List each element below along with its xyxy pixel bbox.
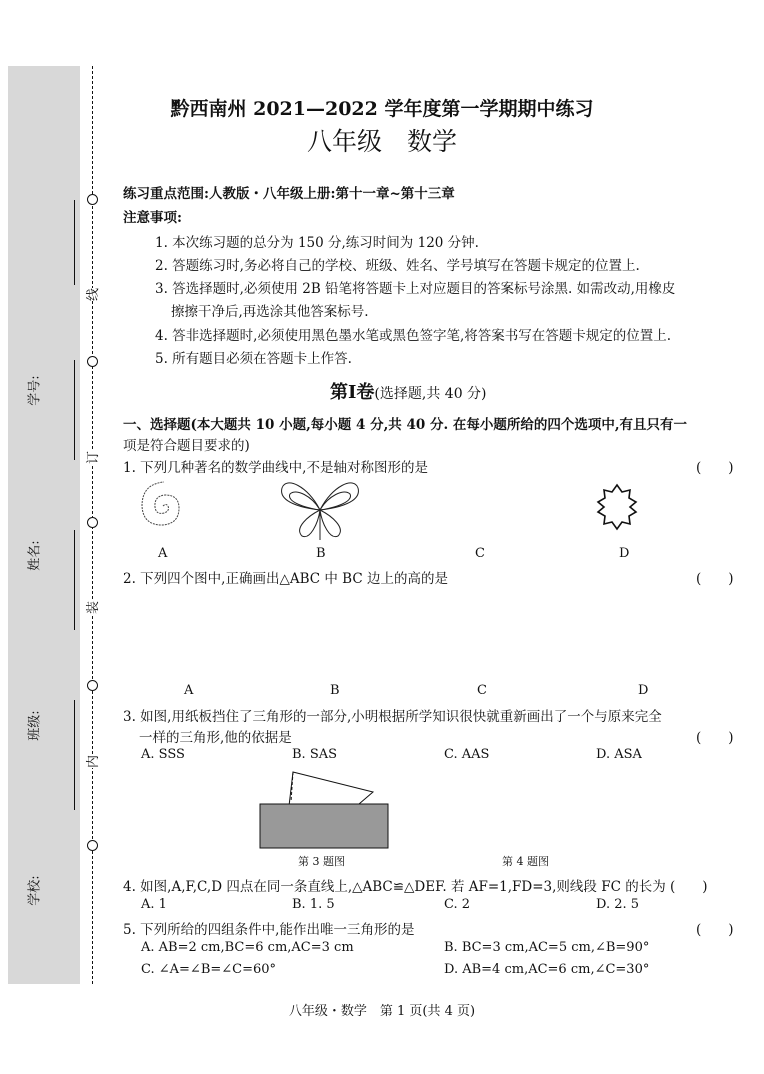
q2-label-a: A xyxy=(184,683,194,698)
q4-text: 4. 如图,A,F,C,D 四点在同一条直线上,△ABC≌△DEF. 若 AF=1,FD=3,则线段 FC 的长为 ( ) xyxy=(123,879,708,895)
notes-title: 注意事项: xyxy=(123,210,182,226)
q5-option-a: A. AB=2 cm,BC=6 cm,AC=3 cm xyxy=(141,940,354,955)
note-3: 3. 答选择题时,必须使用 2B 铅笔将答题卡上对应题目的答案标号涂黑. 如需改动,用橡皮 xyxy=(155,281,676,297)
section-heading xyxy=(330,378,487,404)
q2-label-b: B xyxy=(330,683,340,698)
q3-option-c: C. AAS xyxy=(444,747,490,762)
binding-sidebar xyxy=(8,66,80,984)
q1-label-d: D xyxy=(619,546,630,561)
binding-word: 内 xyxy=(82,755,101,768)
binding-hole xyxy=(87,517,98,528)
q3-answer-paren: ( ) xyxy=(696,730,734,746)
q1-text: 1. 下列几种著名的数学曲线中,不是轴对称图形的是 xyxy=(123,460,428,476)
part1-line2: 项是符合题目要求的) xyxy=(123,438,250,454)
spiral-icon xyxy=(135,476,191,536)
section-sub: (选择题,共 40 分) xyxy=(374,386,487,402)
binding-hole xyxy=(87,194,98,205)
page-footer: 八年级・数学 第 1 页(共 4 页) xyxy=(288,1004,476,1019)
q4-option-a: A. 1 xyxy=(141,897,167,912)
binding-word: 线 xyxy=(82,288,101,301)
q1-label-b: B xyxy=(316,546,326,561)
exam-title: 黔西南州 2021—2022 学年度第一学期期中练习 xyxy=(170,98,594,120)
q3-option-b: B. SAS xyxy=(292,747,338,762)
section-title: 第Ⅰ卷 xyxy=(330,382,375,403)
q1-answer-paren: ( ) xyxy=(696,460,734,476)
school-label: 学校: xyxy=(27,875,43,906)
q1-label-a: A xyxy=(158,546,168,561)
binding-word: 订 xyxy=(82,451,101,464)
q5-answer-paren: ( ) xyxy=(696,922,734,938)
q3-figure xyxy=(255,768,395,852)
note-2: 2. 答题练习时,务必将自己的学校、班级、姓名、学号填写在答题卡规定的位置上. xyxy=(155,258,640,274)
q2-text: 2. 下列四个图中,正确画出△ABC 中 BC 边上的高的是 xyxy=(123,571,448,587)
school-blank xyxy=(74,700,75,810)
koch-snowflake-icon xyxy=(594,482,640,532)
exam-subtitle: 八年级 数学 xyxy=(306,127,457,156)
butterfly-curve-icon xyxy=(278,476,362,546)
part1-line1 xyxy=(123,413,687,433)
q5-text: 5. 下列所给的四组条件中,能作出唯一三角形的是 xyxy=(123,922,415,938)
name-blank xyxy=(74,360,75,460)
q2-label-d: D xyxy=(638,683,649,698)
binding-hole xyxy=(87,840,98,851)
binding-word: 装 xyxy=(82,601,101,614)
scope-line: 练习重点范围:人教版・八年级上册:第十一章~第十三章 xyxy=(123,186,455,202)
note-1: 1. 本次练习题的总分为 150 分,练习时间为 120 分钟. xyxy=(155,235,479,251)
q2-answer-paren: ( ) xyxy=(696,571,734,587)
binding-hole xyxy=(87,356,98,367)
q4-figure-caption: 第 4 题图 xyxy=(502,855,549,868)
binding-hole xyxy=(87,680,98,691)
q3-figure-caption: 第 3 题图 xyxy=(298,855,345,868)
part1-line1-text: 一、选择题(本大题共 10 小题,每小题 4 分,共 40 分. 在每小题所给的四个选项中,有且只有一 xyxy=(123,417,688,433)
note-3-cont: 擦擦干净后,再选涂其他答案标号. xyxy=(171,304,369,320)
name-label: 姓名: xyxy=(27,540,43,571)
q3-text-1: 3. 如图,用纸板挡住了三角形的一部分,小明根据所学知识很快就重新画出了一个与原来完全 xyxy=(123,709,662,725)
student-no-label: 学号: xyxy=(27,375,43,406)
q5-option-d: D. AB=4 cm,AC=6 cm,∠C=30° xyxy=(444,962,650,977)
q5-option-c: C. ∠A=∠B=∠C=60° xyxy=(141,962,277,977)
note-5: 5. 所有题目必须在答题卡上作答. xyxy=(155,351,352,367)
q4-option-b: B. 1. 5 xyxy=(292,897,335,912)
q3-option-d: D. ASA xyxy=(596,747,642,762)
q3-text-2: 一样的三角形,他的依据是 xyxy=(139,730,292,746)
class-blank xyxy=(74,530,75,630)
student-no-blank xyxy=(74,200,75,285)
q5-option-b: B. BC=3 cm,AC=5 cm,∠B=90° xyxy=(444,940,650,955)
q4-option-d: D. 2. 5 xyxy=(596,897,640,912)
q2-label-c: C xyxy=(477,683,487,698)
q1-label-c: C xyxy=(475,546,485,561)
class-label: 班级: xyxy=(27,710,43,741)
q4-option-c: C. 2 xyxy=(444,897,471,912)
note-4: 4. 答非选择题时,必须使用黑色墨水笔或黑色签字笔,将答案书写在答题卡规定的位置上. xyxy=(155,328,672,344)
q3-option-a: A. SSS xyxy=(141,747,185,762)
